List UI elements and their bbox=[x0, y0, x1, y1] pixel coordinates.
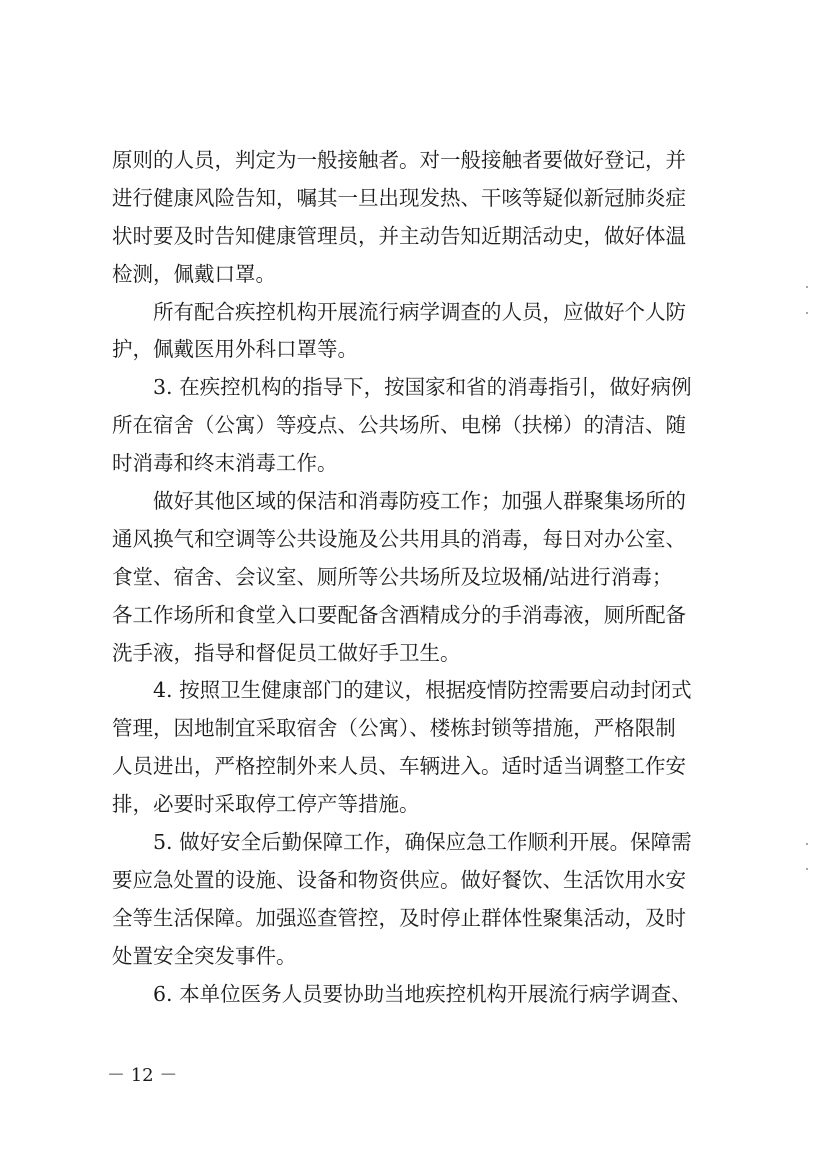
text-line: 所在宿舍（公寓）等疫点、公共场所、电梯（扶梯）的清洁、随 bbox=[112, 413, 686, 438]
text-line: 食堂、宿舍、会议室、厕所等公共场所及垃圾桶/站进行消毒； bbox=[112, 564, 673, 589]
scan-speck bbox=[806, 312, 808, 314]
text-line: 人员进出，严格控制外来人员、车辆进入。适时适当调整工作安 bbox=[112, 754, 686, 779]
text-line: 各工作场所和食堂入口要配备含酒精成分的手消毒液，厕所配备 bbox=[112, 602, 686, 627]
body-text bbox=[112, 142, 722, 1013]
text-line: 状时要及时告知健康管理员，并主动告知近期活动史，做好体温 bbox=[112, 223, 686, 248]
text-line: 所有配合疾控机构开展流行病学调查的人员，应做好个人防 bbox=[153, 299, 686, 324]
page-number: － 12 － bbox=[107, 1065, 178, 1086]
scan-speck bbox=[806, 843, 808, 845]
text-line: 时消毒和终末消毒工作。 bbox=[112, 451, 338, 476]
text-line: 4. 按照卫生健康部门的建议，根据疫情防控需要启动封闭式 bbox=[153, 678, 692, 703]
scan-speck bbox=[806, 286, 808, 288]
text-line: 排，必要时采取停工停产等措施。 bbox=[112, 792, 420, 817]
text-line: 5. 做好安全后勤保障工作，确保应急工作顺利开展。保障需 bbox=[153, 830, 692, 855]
scan-speck bbox=[806, 868, 808, 870]
text-line: 洗手液，指导和督促员工做好手卫生。 bbox=[112, 640, 461, 665]
text-line: 做好其他区域的保洁和消毒防疫工作；加强人群聚集场所的 bbox=[153, 489, 686, 514]
text-line: 全等生活保障。加强巡查管控，及时停止群体性聚集活动，及时 bbox=[112, 905, 686, 930]
text-line: 原则的人员，判定为一般接触者。对一般接触者要做好登记，并 bbox=[112, 148, 686, 172]
text-line: 3. 在疾控机构的指导下，按国家和省的消毒指引，做好病例 bbox=[153, 375, 692, 400]
text-line: 处置安全突发事件。 bbox=[112, 943, 297, 968]
text-line: 通风换气和空调等公共设施及公共用具的消毒，每日对办公室、 bbox=[112, 526, 686, 551]
text-line: 6. 本单位医务人员要协助当地疾控机构开展流行病学调查、 bbox=[153, 981, 692, 1006]
text-line: 检测，佩戴口罩。 bbox=[112, 261, 276, 286]
text-line: 护，佩戴医用外科口罩等。 bbox=[112, 337, 358, 362]
text-line: 要应急处置的设施、设备和物资供应。做好餐饮、生活饮用水安 bbox=[112, 867, 686, 892]
text-line: 管理，因地制宜采取宿舍（公寓）、楼栋封锁等措施，严格限制 bbox=[112, 716, 676, 741]
text-line: 进行健康风险告知，嘱其一旦出现发热、干咳等疑似新冠肺炎症 bbox=[112, 185, 686, 210]
